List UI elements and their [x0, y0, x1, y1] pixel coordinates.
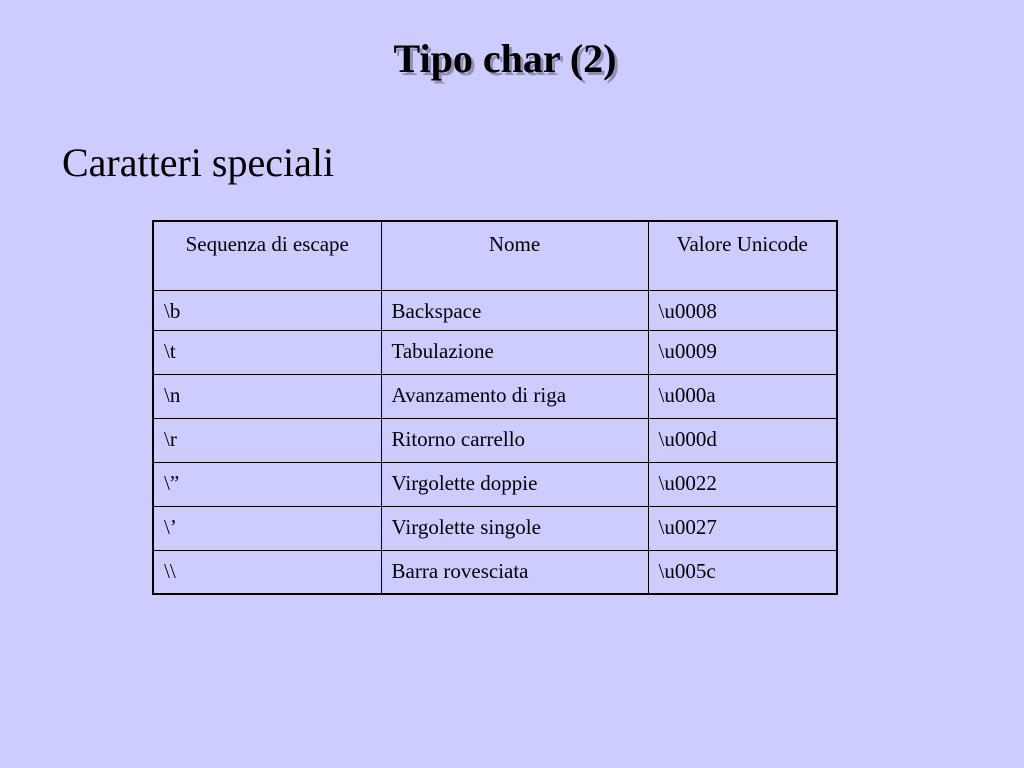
cell-escape-sequence: \r: [153, 418, 381, 462]
cell-unicode-value: \u005c: [648, 550, 837, 594]
cell-unicode-value: \u000a: [648, 374, 837, 418]
section-heading: Caratteri speciali: [62, 140, 335, 185]
table-row: [153, 290, 837, 330]
cell-unicode-value: \u000d: [648, 418, 837, 462]
cell-escape-sequence: \’: [153, 506, 381, 550]
table-row: [153, 418, 837, 462]
table-header-row: [153, 221, 837, 290]
cell-name: Avanzamento di riga: [381, 374, 648, 418]
cell-name: Ritorno carrello: [381, 418, 648, 462]
cell-unicode-value: \u0008: [648, 290, 837, 330]
header-name: Nome: [381, 221, 648, 290]
table-row: [153, 462, 837, 506]
cell-name: Backspace: [381, 290, 648, 330]
header-escape-sequence: Sequenza di escape: [153, 221, 381, 290]
cell-unicode-value: \u0009: [648, 330, 837, 374]
cell-name: Barra rovesciata: [381, 550, 648, 594]
cell-escape-sequence: \t: [153, 330, 381, 374]
cell-escape-sequence: \”: [153, 462, 381, 506]
table-row: [153, 374, 837, 418]
header-unicode-value: Valore Unicode: [648, 221, 837, 290]
cell-unicode-value: \u0022: [648, 462, 837, 506]
escape-sequence-table: [152, 220, 838, 595]
cell-unicode-value: \u0027: [648, 506, 837, 550]
table-row: [153, 506, 837, 550]
cell-name: Virgolette singole: [381, 506, 648, 550]
table-row: [153, 330, 837, 374]
cell-name: Virgolette doppie: [381, 462, 648, 506]
slide-title: Tipo char (2): [393, 36, 617, 81]
table-row: [153, 550, 837, 594]
cell-name: Tabulazione: [381, 330, 648, 374]
cell-escape-sequence: \\: [153, 550, 381, 594]
cell-escape-sequence: \n: [153, 374, 381, 418]
cell-escape-sequence: \b: [153, 290, 381, 330]
